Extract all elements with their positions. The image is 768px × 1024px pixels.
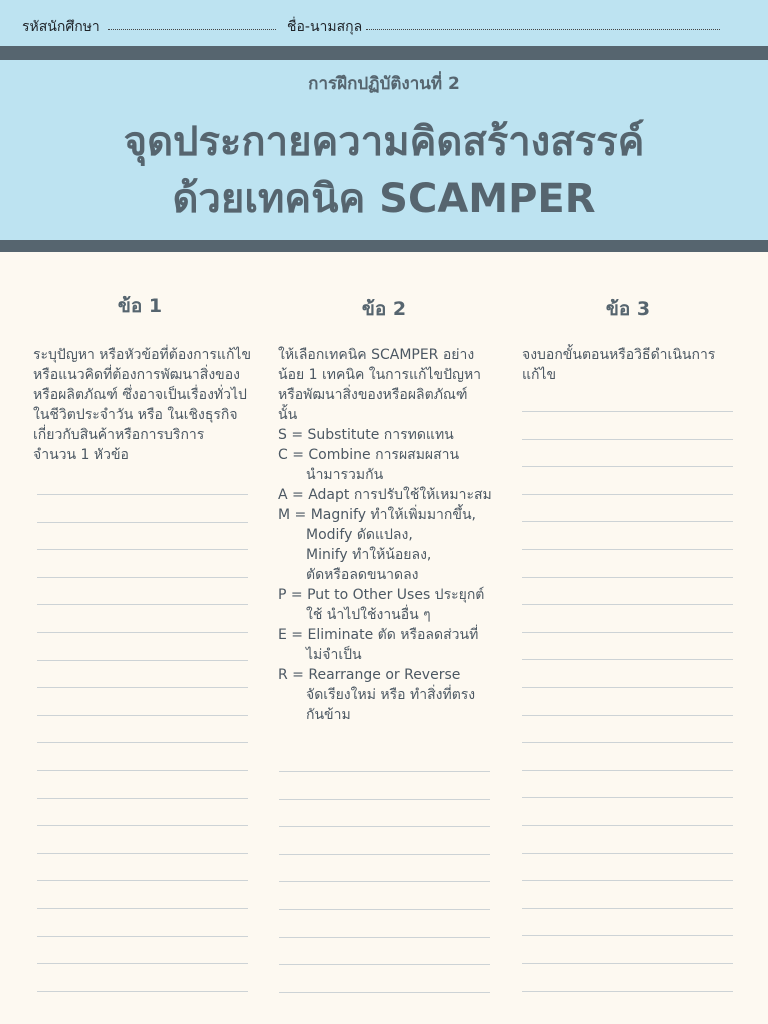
header-top-bar bbox=[0, 46, 768, 60]
instruction-line: ระบุปัญหา หรือหัวข้อที่ต้องการแก้ไข bbox=[33, 347, 252, 363]
question-1-instructions bbox=[33, 345, 251, 465]
answer-line[interactable] bbox=[279, 992, 490, 993]
answer-line[interactable] bbox=[37, 770, 248, 771]
instruction-line: นั้น bbox=[278, 407, 298, 423]
scamper-item: E = Eliminate ตัด หรือลดส่วนที่ bbox=[278, 627, 479, 643]
instruction-line: เกี่ยวกับสินค้าหรือการบริการ bbox=[33, 427, 205, 443]
scamper-item: P = Put to Other Uses ประยุกต์ bbox=[278, 587, 485, 603]
answer-line[interactable] bbox=[522, 577, 733, 578]
question-2-instructions bbox=[278, 345, 492, 725]
scamper-item-cont: ตัดหรือลดขนาดลง bbox=[306, 567, 419, 583]
answer-line[interactable] bbox=[522, 908, 733, 909]
answer-line[interactable] bbox=[522, 770, 733, 771]
answer-line[interactable] bbox=[37, 549, 248, 550]
answer-line[interactable] bbox=[37, 853, 248, 854]
instruction-line: จำนวน 1 หัวข้อ bbox=[33, 447, 129, 463]
answer-line[interactable] bbox=[37, 880, 248, 881]
answer-line[interactable] bbox=[522, 991, 733, 992]
answer-line[interactable] bbox=[37, 660, 248, 661]
answer-line[interactable] bbox=[37, 798, 248, 799]
scamper-item-cont: นำมารวมกัน bbox=[306, 467, 384, 483]
instruction-line: น้อย 1 เทคนิค ในการแก้ไขปัญหา bbox=[278, 367, 482, 383]
answer-line[interactable] bbox=[522, 880, 733, 881]
answer-line[interactable] bbox=[37, 494, 248, 495]
answer-line[interactable] bbox=[522, 494, 733, 495]
answer-line[interactable] bbox=[37, 825, 248, 826]
answer-line[interactable] bbox=[522, 604, 733, 605]
scamper-item-cont: Modify ดัดแปลง, bbox=[306, 527, 413, 543]
question-3-heading: ข้อ 3 bbox=[605, 298, 651, 320]
instruction-line: ให้เลือกเทคนิค SCAMPER อย่าง bbox=[278, 347, 475, 363]
page-title-line2: ด้วยเทคนิค SCAMPER bbox=[172, 176, 596, 222]
answer-line[interactable] bbox=[279, 881, 490, 882]
answer-line[interactable] bbox=[522, 853, 733, 854]
answer-line[interactable] bbox=[37, 522, 248, 523]
answer-line[interactable] bbox=[522, 687, 733, 688]
instruction-line: แก้ไข bbox=[522, 367, 557, 383]
scamper-item-cont: ไม่จำเป็น bbox=[306, 647, 362, 663]
scamper-item: M = Magnify ทำให้เพิ่มมากขึ้น, bbox=[278, 507, 476, 523]
name-label: ชื่อ-นามสกุล bbox=[287, 19, 363, 35]
page-title-line1: จุดประกายความคิดสร้างสรรค์ bbox=[123, 119, 645, 165]
answer-line[interactable] bbox=[279, 799, 490, 800]
answer-line[interactable] bbox=[37, 908, 248, 909]
question-3-instructions bbox=[522, 345, 715, 385]
question-1-heading: ข้อ 1 bbox=[117, 295, 163, 317]
answer-line[interactable] bbox=[37, 936, 248, 937]
answer-line[interactable] bbox=[522, 411, 733, 412]
answer-line[interactable] bbox=[522, 521, 733, 522]
answer-line[interactable] bbox=[522, 466, 733, 467]
answer-line[interactable] bbox=[522, 439, 733, 440]
name-field[interactable] bbox=[366, 29, 720, 30]
scamper-item-cont: Minify ทำให้น้อยลง, bbox=[306, 547, 432, 563]
answer-line[interactable] bbox=[522, 797, 733, 798]
answer-line[interactable] bbox=[522, 659, 733, 660]
scamper-item-cont: กันข้าม bbox=[306, 707, 351, 723]
answer-line[interactable] bbox=[37, 715, 248, 716]
header-bottom-bar bbox=[0, 240, 768, 252]
answer-line[interactable] bbox=[279, 826, 490, 827]
header-banner bbox=[0, 60, 768, 240]
student-id-field[interactable] bbox=[108, 29, 276, 30]
answer-line[interactable] bbox=[279, 909, 490, 910]
scamper-item-cont: จัดเรียงใหม่ หรือ ทำสิ่งที่ตรง bbox=[306, 687, 476, 703]
instruction-line: ในชีวิตประจำวัน หรือ ในเชิงธุรกิจ bbox=[33, 407, 238, 423]
answer-line[interactable] bbox=[37, 742, 248, 743]
answer-line[interactable] bbox=[37, 632, 248, 633]
answer-line[interactable] bbox=[522, 742, 733, 743]
scamper-item-cont: ใช้ นำไปใช้งานอื่น ๆ bbox=[306, 607, 431, 623]
instruction-line: หรือพัฒนาสิ่งของหรือผลิตภัณฑ์ bbox=[278, 387, 468, 403]
student-id-label: รหัสนักศึกษา bbox=[22, 19, 100, 35]
instruction-line: จงบอกขั้นตอนหรือวิธีดำเนินการ bbox=[522, 347, 716, 363]
question-2-heading: ข้อ 2 bbox=[361, 298, 407, 320]
answer-line[interactable] bbox=[522, 549, 733, 550]
answer-line[interactable] bbox=[37, 604, 248, 605]
scamper-item: C = Combine การผสมผสาน bbox=[278, 447, 460, 463]
answer-line[interactable] bbox=[522, 715, 733, 716]
exercise-subtitle: การฝึกปฏิบัติงานที่ 2 bbox=[308, 74, 460, 94]
answer-line[interactable] bbox=[37, 687, 248, 688]
scamper-item: S = Substitute การทดแทน bbox=[278, 427, 454, 443]
answer-line[interactable] bbox=[37, 577, 248, 578]
scamper-item: R = Rearrange or Reverse bbox=[278, 667, 461, 683]
answer-line[interactable] bbox=[522, 963, 733, 964]
answer-line[interactable] bbox=[522, 632, 733, 633]
answer-line[interactable] bbox=[522, 825, 733, 826]
answer-line[interactable] bbox=[279, 854, 490, 855]
scamper-item: A = Adapt การปรับใช้ให้เหมาะสม bbox=[278, 487, 492, 503]
student-info-strip bbox=[0, 0, 768, 46]
answer-line[interactable] bbox=[279, 771, 490, 772]
answer-line[interactable] bbox=[37, 991, 248, 992]
answer-line[interactable] bbox=[279, 937, 490, 938]
answer-line[interactable] bbox=[522, 935, 733, 936]
instruction-line: หรือแนวคิดที่ต้องการพัฒนาสิ่งของ bbox=[33, 367, 240, 383]
instruction-line: หรือผลิตภัณฑ์ ซึ่งอาจเป็นเรื่องทั่วไป bbox=[33, 387, 247, 403]
answer-line[interactable] bbox=[279, 964, 490, 965]
answer-line[interactable] bbox=[37, 963, 248, 964]
